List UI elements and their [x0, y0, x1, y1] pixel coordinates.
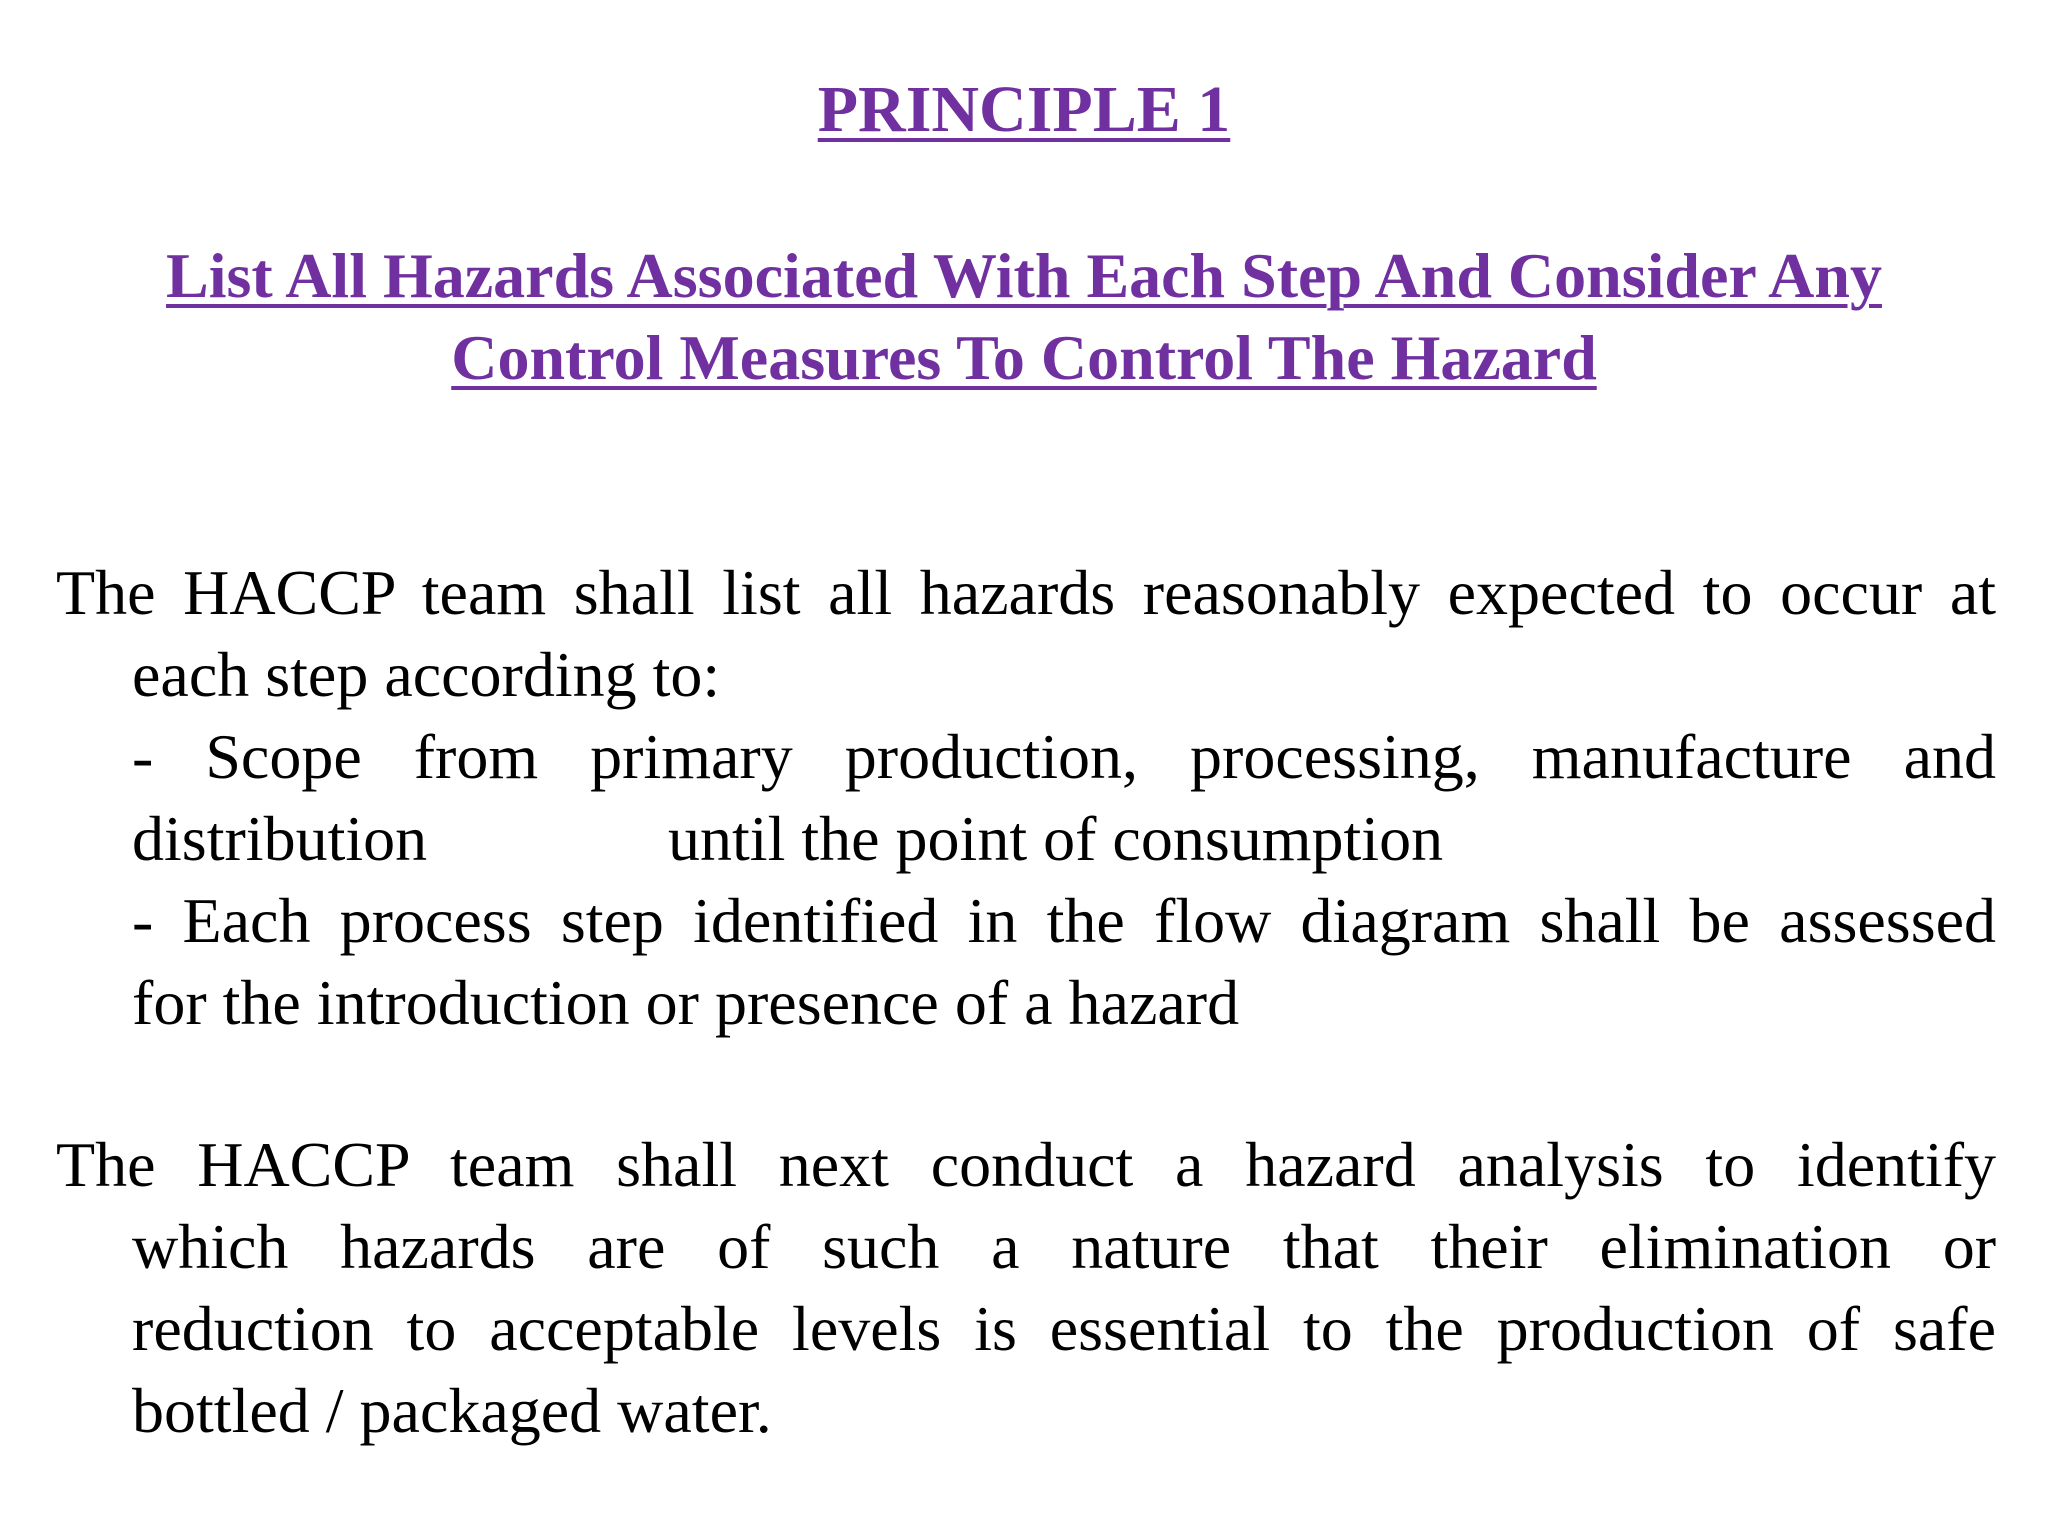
bullet-process-step-line1: - Each process step identified in the flow diagram shall be assessed: [132, 885, 1996, 956]
paragraph2-line1: The HACCP team shall next conduct a hazard analysis to identify: [56, 1129, 1996, 1200]
paragraph1-lead-continued: each step according to:: [132, 639, 721, 710]
page-title: PRINCIPLE 1: [817, 73, 1231, 146]
bullet-process-step-line2: for the introduction or presence of a hazard: [132, 967, 1240, 1038]
paragraph2-line4: bottled / packaged water.: [132, 1375, 772, 1446]
paragraph2-line2: which hazards are of such a nature that their elimination or: [132, 1211, 1996, 1282]
paragraph1-lead: The HACCP team shall list all hazards reasonably expected to occur at: [56, 557, 1996, 628]
page-subtitle: List All Hazards Associated With Each Step And Consider Any Control Measures To Control The Hazard: [166, 240, 1882, 393]
bullet-scope-line2b: until the point of consumption: [668, 803, 1444, 874]
paragraph2-line3: reduction to acceptable levels is essential to the production of safe: [132, 1293, 1996, 1364]
bullet-scope-line1: - Scope from primary production, processing, manufacture and: [132, 721, 1996, 792]
bullet-scope-line2a: distribution: [132, 803, 428, 874]
